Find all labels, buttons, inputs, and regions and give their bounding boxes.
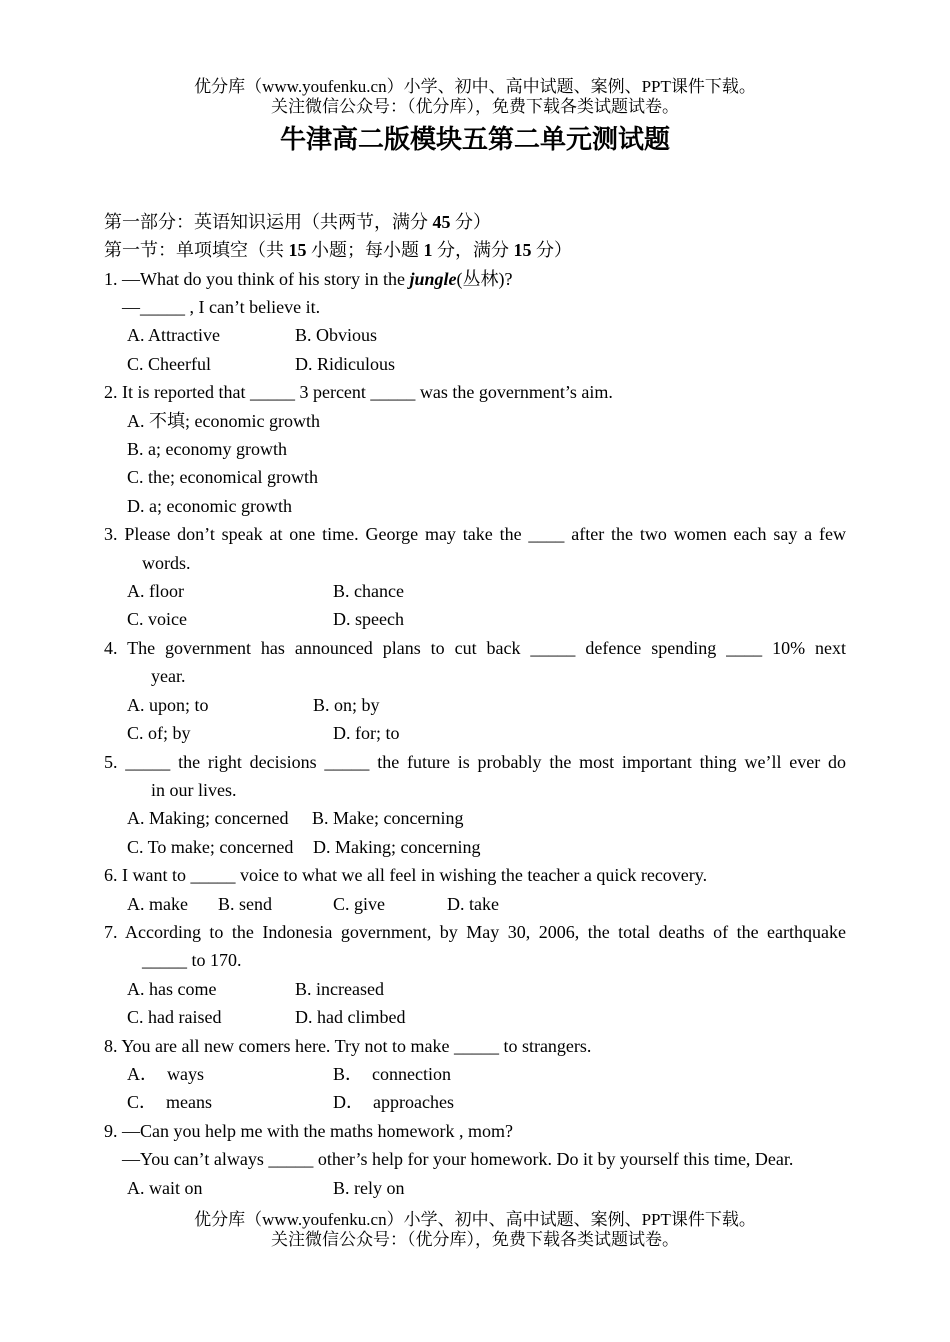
- question-4-stem-cont-line: [104, 662, 846, 690]
- question-2-option-b: B. a; economy growth: [127, 439, 287, 460]
- section-each-score: 1: [423, 240, 433, 261]
- question-1-option-b: B. Obvious: [295, 325, 378, 346]
- question-1-stem-text: 1. —What do you think of his story in the: [104, 268, 410, 289]
- question-3-option-b: B. chance: [333, 581, 404, 602]
- header-line-1: 优分库（www.youfenku.cn）小学、初中、高中试题、案例、PPT课件下载。: [194, 77, 756, 96]
- part-heading: [104, 208, 846, 236]
- question-3-stem-cont: words.: [142, 552, 191, 573]
- section-count: 15: [288, 240, 307, 261]
- question-3-option-c: C. voice: [127, 609, 187, 630]
- question-3-option-a: A. floor: [127, 581, 184, 602]
- question-5-stem-cont: in our lives.: [151, 779, 237, 800]
- question-5-option-d: D. Making; concerning: [313, 836, 481, 857]
- part-score: 45: [432, 211, 451, 232]
- header-line-2: 关注微信公众号：（优分库），免费下载各类试题试卷。: [271, 97, 679, 116]
- question-5-option-a: A. Making; concerned: [127, 808, 289, 829]
- question-1-reply-line: [104, 293, 846, 321]
- question-1-stem: [104, 265, 846, 293]
- question-1-option-c: C. Cheerful: [127, 353, 211, 374]
- section-heading-mid: 小题；每小题: [306, 240, 424, 261]
- question-7-option-c: C. had raised: [127, 1007, 222, 1028]
- question-9-stem: 9. —Can you help me with the maths homework , mom?: [104, 1120, 513, 1141]
- question-6-stem: 6. I want to _____ voice to what we all feel in wishing the teacher a quick recovery.: [104, 865, 708, 886]
- question-2-option-c-line: [104, 463, 846, 491]
- footer-line-1: 优分库（www.youfenku.cn）小学、初中、高中试题、案例、PPT课件下载。: [194, 1210, 756, 1229]
- question-8-options-row-1: [104, 1060, 846, 1088]
- question-9-option-a: A. wait on: [127, 1177, 203, 1198]
- question-4-stem: 4. The government has announced plans to cut back _____ defence spending ____ 10% next: [104, 637, 846, 658]
- question-5-option-c: C. To make; concerned: [127, 836, 294, 857]
- question-8-option-b: B． connection: [333, 1063, 451, 1084]
- question-1-options-row-1: [104, 321, 846, 349]
- question-2-option-a-line: [104, 407, 846, 435]
- question-6-option-b: B. send: [218, 893, 272, 914]
- question-1-option-d: D. Ridiculous: [295, 353, 396, 374]
- question-1-keyword: jungle: [409, 268, 457, 289]
- question-7-stem-cont: _____ to 170.: [142, 950, 242, 971]
- question-3-stem-cont-line: [104, 549, 846, 577]
- question-4-option-b: B. on; by: [313, 694, 380, 715]
- question-3-option-d: D. speech: [333, 609, 404, 630]
- question-7-stem-cont-line: [104, 946, 846, 974]
- question-6-option-a: A. make: [127, 893, 188, 914]
- question-9-reply: —You can’t always _____ other’s help for your homework. Do it by yourself this time, Dear.: [122, 1149, 794, 1170]
- question-4-option-d: D. for; to: [333, 723, 400, 744]
- section-total-score: 15: [513, 240, 532, 261]
- question-7-option-d: D. had climbed: [295, 1007, 406, 1028]
- question-7-stem: 7. According to the Indonesia government, by May 30, 2006, the total deaths of the earthquake: [104, 921, 846, 942]
- question-1-options-row-2: [104, 350, 846, 378]
- exam-content: [104, 208, 846, 1202]
- section-heading-suffix: 分）: [531, 240, 572, 261]
- question-4-options-row-2: [104, 719, 846, 747]
- question-6-options-row: [104, 890, 846, 918]
- question-3-stem: 3. Please don’t speak at one time. George may take the ____ after the two women each say a few: [104, 524, 846, 545]
- question-5-option-b: B. Make; concerning: [312, 808, 464, 829]
- section-heading-mid2: 分，满分: [432, 240, 514, 261]
- section-heading: [104, 236, 846, 264]
- question-5-stem: 5. _____ the right decisions _____ the future is probably the most important thing we’ll ever do: [104, 751, 846, 772]
- question-8-options-row-2: [104, 1088, 846, 1116]
- question-7-options-row-1: [104, 975, 846, 1003]
- footer-line-2: 关注微信公众号：（优分库），免费下载各类试题试卷。: [271, 1230, 679, 1249]
- page-title: 牛津高二版模块五第二单元测试题: [279, 125, 670, 154]
- question-5-options-row-1: [104, 804, 846, 832]
- question-1-stem-end: (丛林)?: [456, 268, 513, 289]
- section-heading-text: 第一节：单项填空（共: [104, 240, 289, 261]
- question-2-option-b-line: [104, 435, 846, 463]
- question-7-option-a: A. has come: [127, 978, 217, 999]
- question-2-option-a: A. 不填; economic growth: [127, 410, 320, 431]
- question-4-options-row-1: [104, 691, 846, 719]
- question-8-option-c: C． means: [127, 1092, 212, 1113]
- question-8-option-a: A． ways: [127, 1063, 204, 1084]
- question-5-stem-cont-line: [104, 776, 846, 804]
- question-5-options-row-2: [104, 833, 846, 861]
- part-heading-suffix: 分）: [450, 211, 491, 232]
- question-4-option-c: C. of; by: [127, 723, 191, 744]
- question-1-option-a: A. Attractive: [127, 325, 220, 346]
- question-8-option-d: D． approaches: [333, 1092, 454, 1113]
- question-3-options-row-2: [104, 605, 846, 633]
- question-2-option-d: D. a; economic growth: [127, 495, 292, 516]
- question-2-option-d-line: [104, 492, 846, 520]
- question-2-stem: 2. It is reported that _____ 3 percent _____ was the government’s aim.: [104, 382, 613, 403]
- question-7-option-b: B. increased: [295, 978, 384, 999]
- question-1-reply: —_____ , I can’t believe it.: [122, 297, 321, 318]
- question-3-options-row-1: [104, 577, 846, 605]
- question-8-stem: 8. You are all new comers here. Try not to make _____ to strangers.: [104, 1035, 592, 1056]
- question-2-option-c: C. the; economical growth: [127, 467, 318, 488]
- question-9-options-row-1: [104, 1174, 846, 1202]
- question-9-reply-line: [104, 1145, 846, 1173]
- question-4-stem-cont: year.: [151, 666, 186, 687]
- question-9-option-b: B. rely on: [333, 1177, 405, 1198]
- question-6-option-d: D. take: [447, 893, 499, 914]
- question-6-option-c: C. give: [333, 893, 385, 914]
- question-7-options-row-2: [104, 1003, 846, 1031]
- part-heading-text: 第一部分：英语知识运用（共两节，满分: [104, 211, 433, 232]
- question-4-option-a: A. upon; to: [127, 694, 209, 715]
